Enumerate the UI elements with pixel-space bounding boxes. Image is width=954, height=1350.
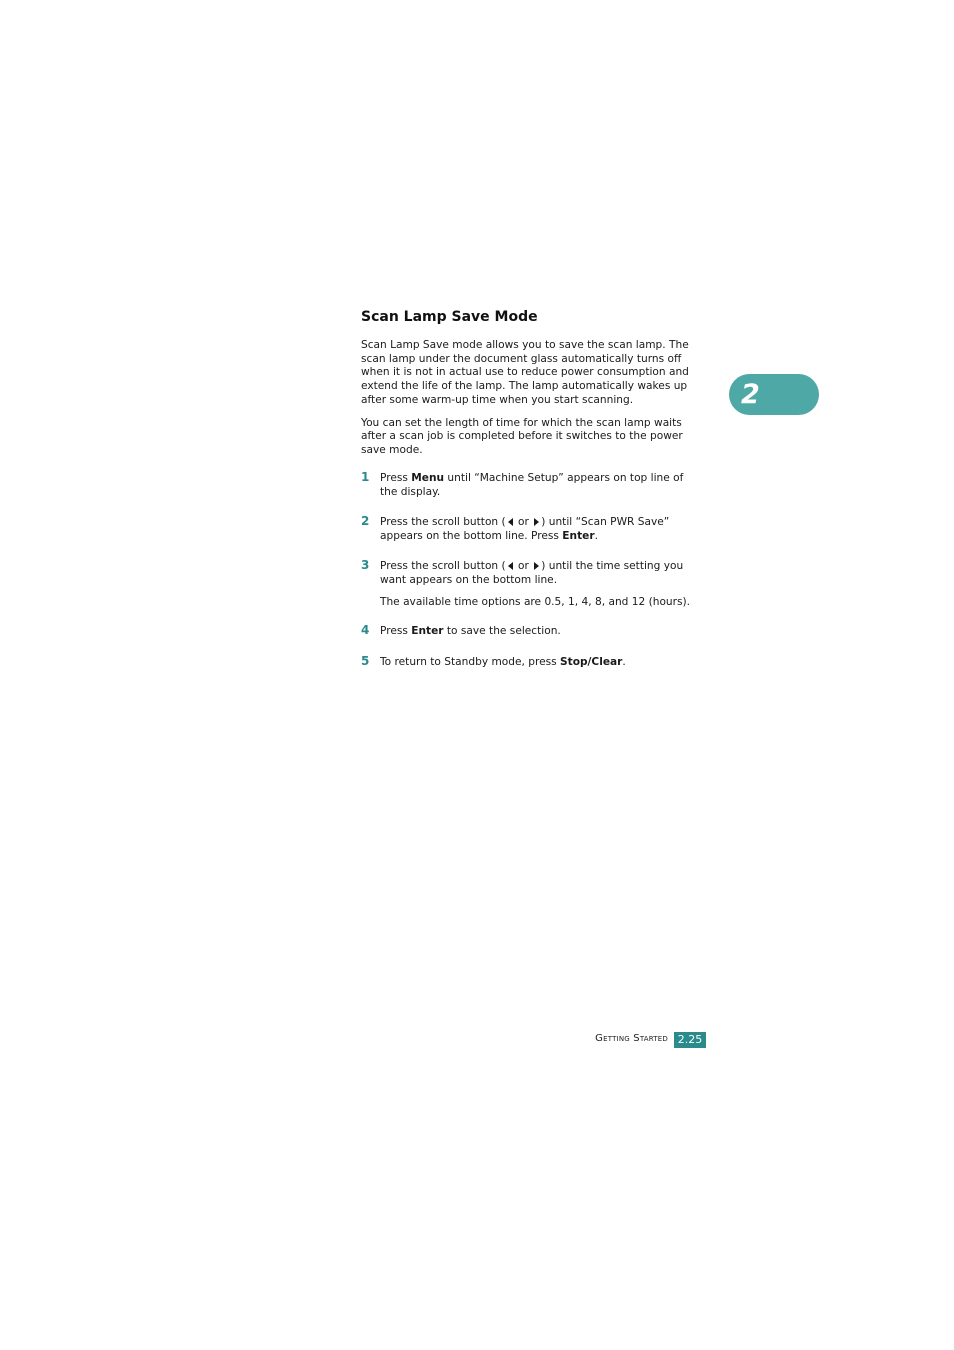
- chapter-tab: [729, 374, 819, 415]
- left-arrow-icon: [508, 562, 513, 570]
- paragraph-line: You can set the length of time for which the scan lamp waits: [361, 416, 682, 429]
- intro-paragraph: [361, 339, 706, 408]
- step-number: 5: [361, 653, 370, 668]
- text: To return to Standby mode, press: [380, 655, 560, 668]
- step-number: 3: [361, 557, 370, 572]
- text: Press: [380, 471, 412, 484]
- step-5: [361, 655, 706, 670]
- right-arrow-icon: [534, 518, 539, 526]
- text: or: [514, 559, 533, 572]
- step-2: [361, 515, 706, 544]
- text: Press the scroll button (: [380, 515, 506, 528]
- text: ) until the time setting you: [541, 559, 684, 572]
- text: ) until “Scan PWR Save”: [541, 515, 670, 528]
- paragraph-line: save mode.: [361, 443, 423, 456]
- step-1: [361, 471, 706, 500]
- text: .: [594, 530, 598, 543]
- text: appears on the bottom line. Press: [380, 530, 563, 543]
- menu-key-label: Menu: [411, 471, 445, 484]
- timing-paragraph: [361, 417, 706, 458]
- page-number: 2.25: [674, 1032, 706, 1048]
- step-text: want appears on the bottom line.: [380, 574, 558, 587]
- step-text: [380, 471, 706, 486]
- paragraph-line: scan lamp under the document glass automatically turns off: [361, 352, 682, 365]
- text: Press the scroll button (: [380, 559, 506, 572]
- paragraph-line: after some warm-up time when you start scanning.: [361, 393, 634, 406]
- enter-key-label: Enter: [411, 625, 444, 638]
- step-3: [361, 559, 706, 610]
- page-footer: [560, 1032, 706, 1048]
- step-text: [380, 559, 706, 574]
- text: Press: [380, 625, 412, 638]
- right-arrow-icon: [534, 562, 539, 570]
- step-text: [380, 515, 706, 530]
- step-text: [380, 624, 706, 639]
- step-number: 1: [361, 469, 370, 484]
- step-text: [380, 655, 706, 670]
- section-title: Scan Lamp Save Mode: [361, 309, 538, 325]
- steps-list: [361, 471, 706, 670]
- time-options-note: The available time options are 0.5, 1, 4, 8, and 12 (hours).: [380, 595, 691, 608]
- paragraph-line: extend the life of the lamp. The lamp automatically wakes up: [361, 380, 688, 393]
- stop-clear-key-label: Stop/Clear: [560, 655, 623, 668]
- enter-key-label: Enter: [562, 530, 595, 543]
- text: until “Machine Setup” appears on top line of: [444, 471, 684, 484]
- chapter-number: 2: [741, 379, 760, 410]
- paragraph-line: after a scan job is completed before it switches to the power: [361, 430, 683, 443]
- text: or: [514, 515, 533, 528]
- step-number: 4: [361, 623, 370, 638]
- text: to save the selection.: [443, 625, 561, 638]
- step-number: 2: [361, 513, 370, 528]
- text: .: [622, 655, 626, 668]
- step-4: [361, 624, 706, 639]
- footer-chapter-label: Getting Started: [595, 1033, 668, 1044]
- paragraph-line: when it is not in actual use to reduce power consumption and: [361, 366, 689, 379]
- main-content: [361, 306, 706, 669]
- paragraph-line: Scan Lamp Save mode allows you to save the scan lamp. The: [361, 339, 689, 351]
- left-arrow-icon: [508, 518, 513, 526]
- step-text: the display.: [380, 486, 441, 499]
- step-text: [380, 529, 706, 544]
